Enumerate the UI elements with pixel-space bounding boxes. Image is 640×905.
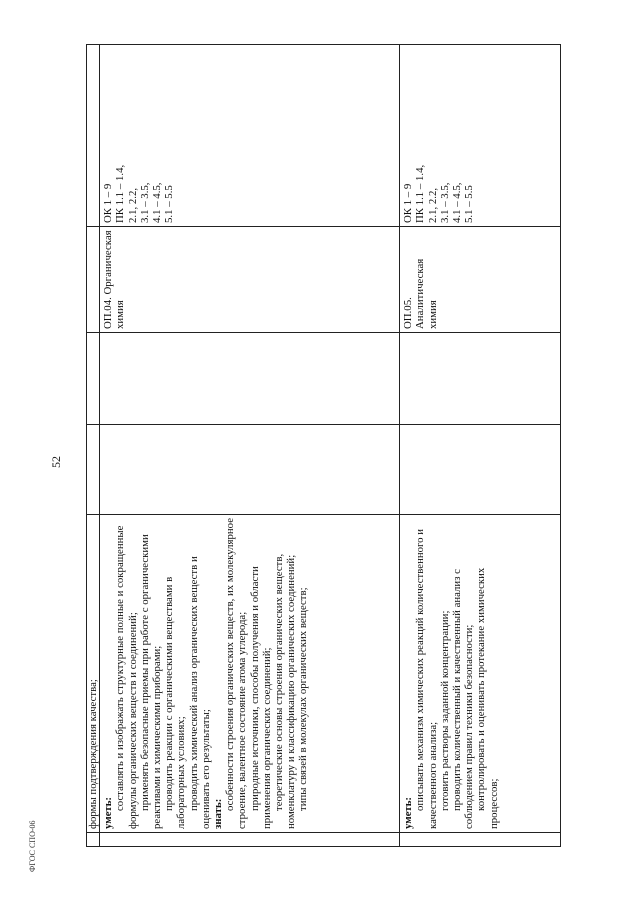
competency-codes: ОК 1 – 9 ПК 1.1 – 1.4, 2.1, 2.2, 3.1 – 3.5, 4.1 – 4.5, 5.1 – 5.5 [100,45,400,227]
list-item: применять безопасные приемы при работе с органическими реактивами и химическими приборами; [138,534,164,829]
table-row [100,45,400,847]
page-number: 52 [49,456,63,468]
list-item: проводить химический анализ органических веществ и оценивать его результаты; [187,556,212,829]
list-item: типы связей в молекулах органических веществ; [297,587,310,811]
continuation-text: формы подтверждения качества; [87,515,100,833]
discipline-name: ОП.05. Аналитическая химия [400,227,561,333]
list-item: описывать механизм химических реакций количественного и качественного анализа; [414,528,439,829]
table-container [86,45,561,847]
table-row [87,45,100,847]
footer-code: ФГОС СПО-06 [28,820,37,872]
requirements-cell [100,515,400,833]
umet-label: уметь: [102,796,115,829]
discipline-name: ОП.04. Органическая химия [100,227,400,333]
umet-label: уметь: [402,796,415,829]
list-item: проводить количественный и качественный анализ с соблюдением правил техники безопасности; [451,569,476,829]
znat-label: знать: [212,798,225,829]
list-item: особенности строения органических веществ, их молекулярное строение, валентное состояние атома углерода; [224,518,249,829]
requirements-cell [400,515,561,833]
list-item: природные источники, способы получения и области применения органических соединений; [248,566,273,829]
table-row [400,45,561,847]
list-item: контролировать и оценивать протекание химических процессов; [475,567,500,829]
competency-codes: ОК 1 – 9 ПК 1.1 – 1.4, 2.1, 2.2, 3.1 – 3.5, 4.1 – 4.5, 5.1 – 5.5 [400,45,561,227]
list-item: проводить реакции с органическими веществами в лабораторных условиях; [163,576,188,829]
list-item: теоретические основы строения органических веществ, номенклатуру и классификацию органических соединений; [273,553,298,829]
curriculum-table [86,44,561,847]
list-item: готовить растворы заданной концентрации; [438,610,451,811]
list-item: составлять и изображать структурные полные и сокращенные формулы органических веществ и соединений; [114,525,139,829]
